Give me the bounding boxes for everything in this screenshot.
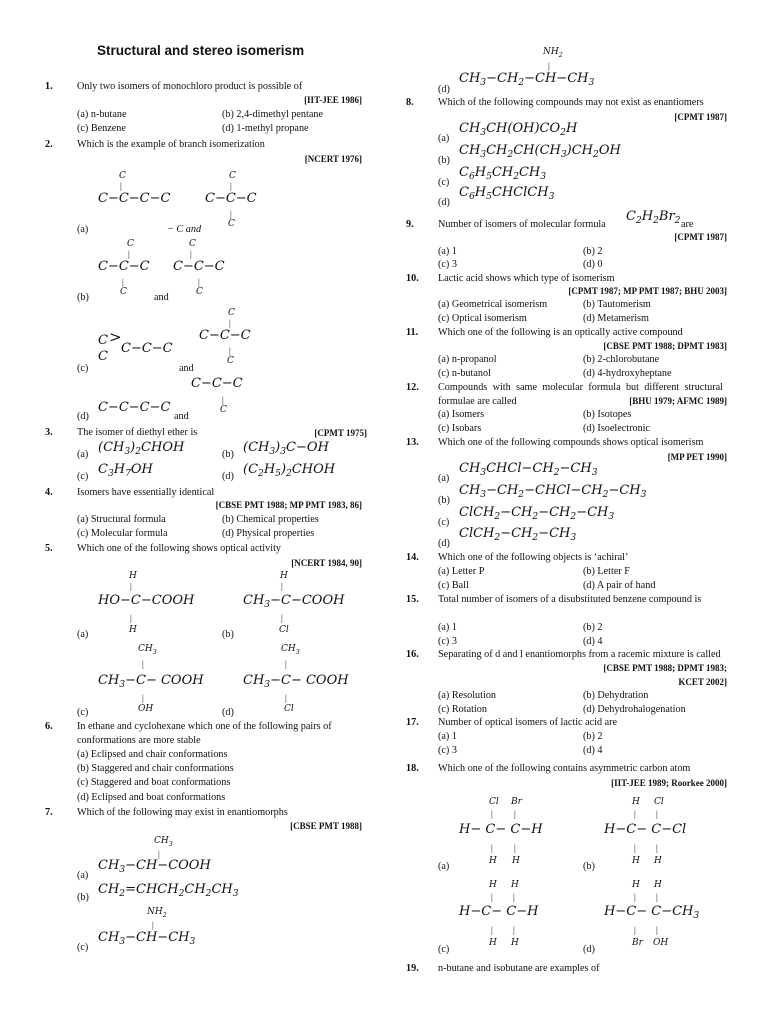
- option-c-label: (c): [77, 363, 89, 374]
- option-c-label: (c): [77, 707, 89, 718]
- substituent-label: H: [512, 856, 520, 866]
- question-number: 1.: [45, 81, 53, 92]
- substituent-label: Br: [632, 938, 643, 948]
- bond-line: |: [142, 659, 144, 669]
- substituent-label: OH: [653, 938, 669, 948]
- option-d-formula: $(C_2H_5)_2CHOH$: [243, 462, 336, 479]
- branch-carbon: C: [120, 287, 127, 297]
- question-text: Compounds with same molecular formula but different structural formulae are called: [438, 382, 723, 407]
- connector-text: and: [179, 363, 194, 374]
- option-d-label: (d): [438, 197, 450, 208]
- option-d: (d) Metamerism: [583, 313, 649, 324]
- option-d: (d) 1-methyl propane: [222, 123, 309, 134]
- option-a-label: (a): [77, 449, 89, 460]
- question-source: [NCERT 1984, 90]: [291, 558, 362, 568]
- option-d-label: (d): [438, 84, 450, 95]
- bond-line: |: [514, 809, 516, 819]
- bond-line: |: [634, 809, 636, 819]
- branch-carbon: C: [98, 333, 108, 348]
- structure-a2: C−C−C: [205, 191, 257, 206]
- substituent-label: H: [632, 880, 640, 890]
- option-d-formula: $C_6H_5CHClCH_3$: [459, 185, 555, 202]
- question-text: Which is the example of branch isomerization: [77, 139, 265, 150]
- option-c: (c) Optical isomerism: [438, 313, 527, 324]
- option-b-label: (b): [583, 861, 595, 872]
- option-d: (d) 4: [583, 636, 603, 647]
- option-a: (a) n-propanol: [438, 354, 497, 365]
- question-source: [MP PET 1990]: [667, 452, 727, 462]
- substituent-label: Cl: [489, 797, 499, 807]
- substituent-label: H: [489, 938, 497, 948]
- option-d-formula: $ClCH_2-CH_2-CH_3$: [459, 526, 577, 543]
- option-d: (d) Physical properties: [222, 528, 315, 539]
- option-b-label: (b): [77, 892, 89, 903]
- question-text: n-butane and isobutane are examples of: [438, 963, 600, 974]
- option-b: (b) Chemical properties: [222, 514, 319, 525]
- option-b-formula: $CH_3-CH_2-CHCl-CH_2-CH_3$: [459, 483, 647, 500]
- option-b-label: (b): [222, 629, 234, 640]
- bond-line: |: [285, 693, 287, 703]
- question-text: Which one of the following compounds shows optical isomerism: [438, 437, 704, 448]
- branch-carbon: C: [228, 308, 235, 318]
- option-d-label: (d): [222, 471, 234, 482]
- option-a-formula: $CH_3CHCl-CH_2-CH_3$: [459, 461, 598, 478]
- question-number: 3.: [45, 427, 53, 438]
- molecular-formula: $C_2H_2Br_2$: [626, 209, 681, 226]
- bond-line: |: [130, 581, 132, 591]
- option-c-label: (c): [77, 942, 89, 953]
- question-text: Number of optical isomers of lactic acid are: [438, 717, 618, 728]
- substituent-label: H: [632, 856, 640, 866]
- branch-carbon: C: [119, 171, 126, 181]
- substituent-label: H: [280, 571, 288, 581]
- option-b: (b) 2: [583, 246, 603, 257]
- question-number: 12.: [406, 382, 419, 393]
- question-text: Separating of d and l enantiomorphs from a racemic mixture is called: [438, 649, 721, 660]
- question-source: [BHU 1979; AFMC 1989]: [629, 396, 727, 406]
- option-c-label: (c): [438, 517, 450, 528]
- branch-carbon: C: [127, 239, 134, 249]
- question-number: 14.: [406, 552, 419, 563]
- bond-line: |: [548, 61, 550, 71]
- option-b: (b) Tautomerism: [583, 299, 651, 310]
- bond-line: |: [222, 395, 224, 405]
- question-number: 17.: [406, 717, 419, 728]
- option-b: (b) 2: [583, 622, 603, 633]
- bond-line: |: [229, 346, 231, 356]
- option-a: (a) Geometrical isomerism: [438, 299, 548, 310]
- page-title: Structural and stereo isomerism: [97, 43, 305, 58]
- option-a: (a) Structural formula: [77, 514, 166, 525]
- option-d: (d) 4-hydroxyheptane: [583, 368, 672, 379]
- question-number: 15.: [406, 594, 419, 605]
- option-b: (b) 2: [583, 731, 603, 742]
- option-b-label: (b): [77, 292, 89, 303]
- question-source: [IIT-JEE 1986]: [304, 95, 362, 105]
- bond-line: |: [656, 809, 658, 819]
- option-c-formula: $CH_3-C-$ COOH: [98, 673, 204, 690]
- option-a: (a) n-butane: [77, 109, 127, 120]
- option-a-label: (a): [77, 224, 89, 235]
- option-d-label: (d): [222, 707, 234, 718]
- question-text: Total number of isomers of a disubstituted benzene compound is: [438, 594, 702, 605]
- question-source: [CPMT 1987]: [674, 112, 727, 122]
- substituent-label: H: [654, 856, 662, 866]
- option-c: (c) Isobars: [438, 423, 482, 434]
- question-text: Number of isomers of molecular formula: [438, 219, 606, 230]
- option-a-formula: $CH_3CH(OH)CO_2H$: [459, 121, 578, 138]
- bond-line: |: [514, 843, 516, 853]
- option-a: (a) Letter P: [438, 566, 485, 577]
- option-c-label: (c): [438, 944, 450, 955]
- question-text: Isomers have essentially identical: [77, 487, 215, 498]
- question-number: 9.: [406, 219, 414, 230]
- question-source: [NCERT 1976]: [304, 154, 362, 164]
- branch-carbon: C: [227, 356, 234, 366]
- option-a: (a) Eclipsed and chair conformations: [77, 749, 228, 760]
- option-b-formula: $(CH_3)_3C-OH$: [243, 440, 329, 457]
- option-a: (a) Resolution: [438, 690, 497, 701]
- option-d: (d) A pair of hand: [583, 580, 656, 591]
- option-d-formula: $CH_3-C-$ COOH: [243, 673, 349, 690]
- bond-line: |: [230, 181, 232, 191]
- substituent-label: H: [511, 880, 519, 890]
- option-c-formula: $ClCH_2-CH_2-CH_2-CH_3$: [459, 505, 615, 522]
- bond-line: |: [634, 925, 636, 935]
- option-c-label: (c): [438, 177, 450, 188]
- structure-d2: C−C−C: [191, 376, 243, 391]
- option-c-label: (c): [77, 471, 89, 482]
- option-b: (b) 2,4-dimethyl pentane: [222, 109, 323, 120]
- substituent-label: OH: [138, 704, 154, 714]
- question-source: [CPMT 1975]: [314, 428, 367, 438]
- substituent-label: Cl: [279, 625, 289, 635]
- question-text: Which one of the following is an optically active compound: [438, 327, 683, 338]
- option-c-formula: $C_3H_7OH$: [98, 462, 153, 479]
- question-number: 8.: [406, 97, 414, 108]
- option-d: (d) Eclipsed and boat conformations: [77, 792, 226, 803]
- option-b-label: (b): [438, 155, 450, 166]
- bond-line: |: [491, 809, 493, 819]
- substituent-label: H: [129, 625, 137, 635]
- option-d: (d) Isoelectronic: [583, 423, 651, 434]
- option-b-formula: $CH_2=CHCH_2CH_2CH_3$: [98, 882, 239, 899]
- substituent-label: H: [654, 880, 662, 890]
- substituent-label: H: [489, 856, 497, 866]
- option-b: (b) Dehydration: [583, 690, 649, 701]
- bond-line: |: [281, 581, 283, 591]
- branch-carbon: C: [196, 287, 203, 297]
- bond-line: |: [230, 209, 232, 219]
- question-number: 5.: [45, 543, 53, 554]
- question-source: [CPMT 1987]: [674, 232, 727, 242]
- option-a-formula: H− C− C−H: [459, 822, 543, 837]
- substituent-label: H: [511, 938, 519, 948]
- bond-line: |: [491, 925, 493, 935]
- question-number: 19.: [406, 963, 419, 974]
- bond-line: |: [656, 925, 658, 935]
- option-c: (c) Molecular formula: [77, 528, 168, 539]
- question-number: 6.: [45, 721, 53, 732]
- bond-line: |: [190, 249, 192, 259]
- option-c-formula: $C_6H_5CH_2CH_3$: [459, 165, 547, 182]
- question-text: Which one of the following contains asymmetric carbon atom: [438, 763, 691, 774]
- question-text-suffix: are: [681, 219, 694, 230]
- structure-b1: C−C−C: [98, 259, 150, 274]
- substituent-label: H: [632, 797, 640, 807]
- question-text: In ethane and cyclohexane which one of the following pairs of conformations are more stable: [77, 721, 332, 746]
- option-d: (d) Dehydrohalogenation: [583, 704, 686, 715]
- option-c: (c) 3: [438, 259, 457, 270]
- bond-line: |: [152, 920, 154, 930]
- option-d-label: (d): [583, 944, 595, 955]
- bond-line: |: [656, 843, 658, 853]
- question-number: 13.: [406, 437, 419, 448]
- structure-b2: C−C−C: [173, 259, 225, 274]
- bond-line: |: [122, 277, 124, 287]
- option-d-label: (d): [438, 538, 450, 549]
- connector-text: and: [154, 292, 169, 303]
- option-c: (c) Staggered and boat conformations: [77, 777, 231, 788]
- bond-line: |: [513, 892, 515, 902]
- option-a-formula: $(CH_3)_2CHOH$: [98, 440, 185, 457]
- connector-text: and: [174, 411, 189, 422]
- branch-carbon: C: [229, 171, 236, 181]
- substituent-label: $CH_3$: [281, 644, 300, 656]
- option-b-formula: $CH_3-C-COOH$: [243, 593, 345, 610]
- option-a-label: (a): [77, 870, 89, 881]
- structure-c2: C−C−C: [199, 328, 251, 343]
- option-c-formula: H−C− C−H: [459, 904, 539, 919]
- option-d: (d) 4: [583, 745, 603, 756]
- question-source-continued: KCET 2002]: [678, 677, 727, 687]
- substituent-label: Cl: [654, 797, 664, 807]
- option-a: (a) 1: [438, 731, 457, 742]
- option-b: (b) Isotopes: [583, 409, 632, 420]
- option-c: (c) Rotation: [438, 704, 487, 715]
- branch-carbon: C: [98, 349, 108, 364]
- option-c: (c) Benzene: [77, 123, 126, 134]
- option-a-label: (a): [438, 861, 450, 872]
- branch-carbon: C: [228, 219, 235, 229]
- question-source: [CBSE PMT 1988]: [290, 821, 362, 831]
- bond-line: |: [120, 181, 122, 191]
- substituent-label: $NH_2$: [147, 907, 167, 919]
- substituent-label: $CH_3$: [154, 836, 173, 848]
- question-text: Which of the following compounds may not exist as enantiomers: [438, 97, 704, 108]
- option-c: (c) 3: [438, 636, 457, 647]
- question-text: Which one of the following shows optical activity: [77, 543, 281, 554]
- option-b-formula: $CH_3CH_2CH(CH_3)CH_2OH$: [459, 143, 621, 160]
- question-source: [CBSE PMT 1988; MP PMT 1983, 86]: [215, 500, 362, 510]
- question-number: 2.: [45, 139, 53, 150]
- question-text: Lactic acid shows which type of isomerism: [438, 273, 615, 284]
- option-b: (b) 2-chlorobutane: [583, 354, 660, 365]
- bond-line: |: [142, 693, 144, 703]
- question-text: The isomer of diethyl ether is: [77, 427, 198, 438]
- bond-line: |: [198, 277, 200, 287]
- bond-line: |: [158, 849, 160, 859]
- bond-line: |: [634, 892, 636, 902]
- bond-line: |: [656, 892, 658, 902]
- structure-c1: C−C−C: [121, 341, 173, 356]
- bond-line: |: [491, 892, 493, 902]
- question-number: 16.: [406, 649, 419, 660]
- question-text: Which of the following may exist in enantiomorphs: [77, 807, 288, 818]
- option-c: (c) n-butanol: [438, 368, 491, 379]
- option-c: (c) Ball: [438, 580, 469, 591]
- bond-line: |: [281, 613, 283, 623]
- option-b: (b) Letter F: [583, 566, 630, 577]
- question-number: 18.: [406, 763, 419, 774]
- option-a-label: (a): [438, 473, 450, 484]
- substituent-label: H: [129, 571, 137, 581]
- substituent-label: Br: [511, 797, 522, 807]
- question-source: [CBSE PMT 1988; DPMT 1983]: [603, 341, 727, 351]
- bond-line: |: [128, 249, 130, 259]
- bond-line: |: [229, 318, 231, 328]
- question-text: Only two isomers of monochloro product is possible of: [77, 81, 303, 92]
- option-a-formula: HO−C−COOH: [98, 593, 195, 608]
- option-d: (d) 0: [583, 259, 603, 270]
- option-a: (a) Isomers: [438, 409, 485, 420]
- question-number: 4.: [45, 487, 53, 498]
- option-c: (c) 3: [438, 745, 457, 756]
- option-a-formula: $CH_3-CH-COOH$: [98, 858, 211, 875]
- bond-line: |: [491, 843, 493, 853]
- substituent-label: $CH_3$: [138, 644, 157, 656]
- question-source: [IIT-JEE 1989; Roorkee 2000]: [611, 778, 727, 788]
- branch-carbon: C: [189, 239, 196, 249]
- option-d-label: (d): [77, 411, 89, 422]
- option-b-formula: H−C− C−Cl: [604, 822, 687, 837]
- substituent-label: Cl: [284, 704, 294, 714]
- bond-line: |: [634, 843, 636, 853]
- bond-line: |: [285, 659, 287, 669]
- option-b-label: (b): [222, 449, 234, 460]
- option-a: (a) 1: [438, 622, 457, 633]
- question-text: Which one of the following objects is ‘achiral’: [438, 552, 629, 563]
- question-source: [CBSE PMT 1988; DPMT 1983;: [603, 663, 727, 673]
- branch-bracket: >: [109, 328, 122, 346]
- bond-line: |: [513, 925, 515, 935]
- option-a-label: (a): [77, 629, 89, 640]
- structure-d1: C−C−C−C: [98, 400, 171, 415]
- question-number: 10.: [406, 273, 419, 284]
- question-source: [CPMT 1987; MP PMT 1987; BHU 2003]: [568, 286, 727, 296]
- option-b-label: (b): [438, 495, 450, 506]
- question-number: 11.: [406, 327, 419, 338]
- substituent-label: H: [489, 880, 497, 890]
- option-a-label: (a): [438, 133, 450, 144]
- option-d-formula: $H-C- C-CH_3$: [604, 904, 700, 921]
- bond-line: |: [130, 613, 132, 623]
- option-d-formula: $CH_3-CH_2-CH-CH_3$: [459, 71, 595, 88]
- option-a: (a) 1: [438, 246, 457, 257]
- structure-a1: C−C−C−C: [98, 191, 171, 206]
- option-c-formula: $CH_3-CH-CH_3$: [98, 930, 196, 947]
- option-b: (b) Staggered and chair conformations: [77, 763, 234, 774]
- question-number: 7.: [45, 807, 53, 818]
- substituent-label: $NH_2$: [543, 47, 563, 59]
- branch-carbon: C: [220, 405, 227, 415]
- connector-text: − C and: [167, 224, 202, 235]
